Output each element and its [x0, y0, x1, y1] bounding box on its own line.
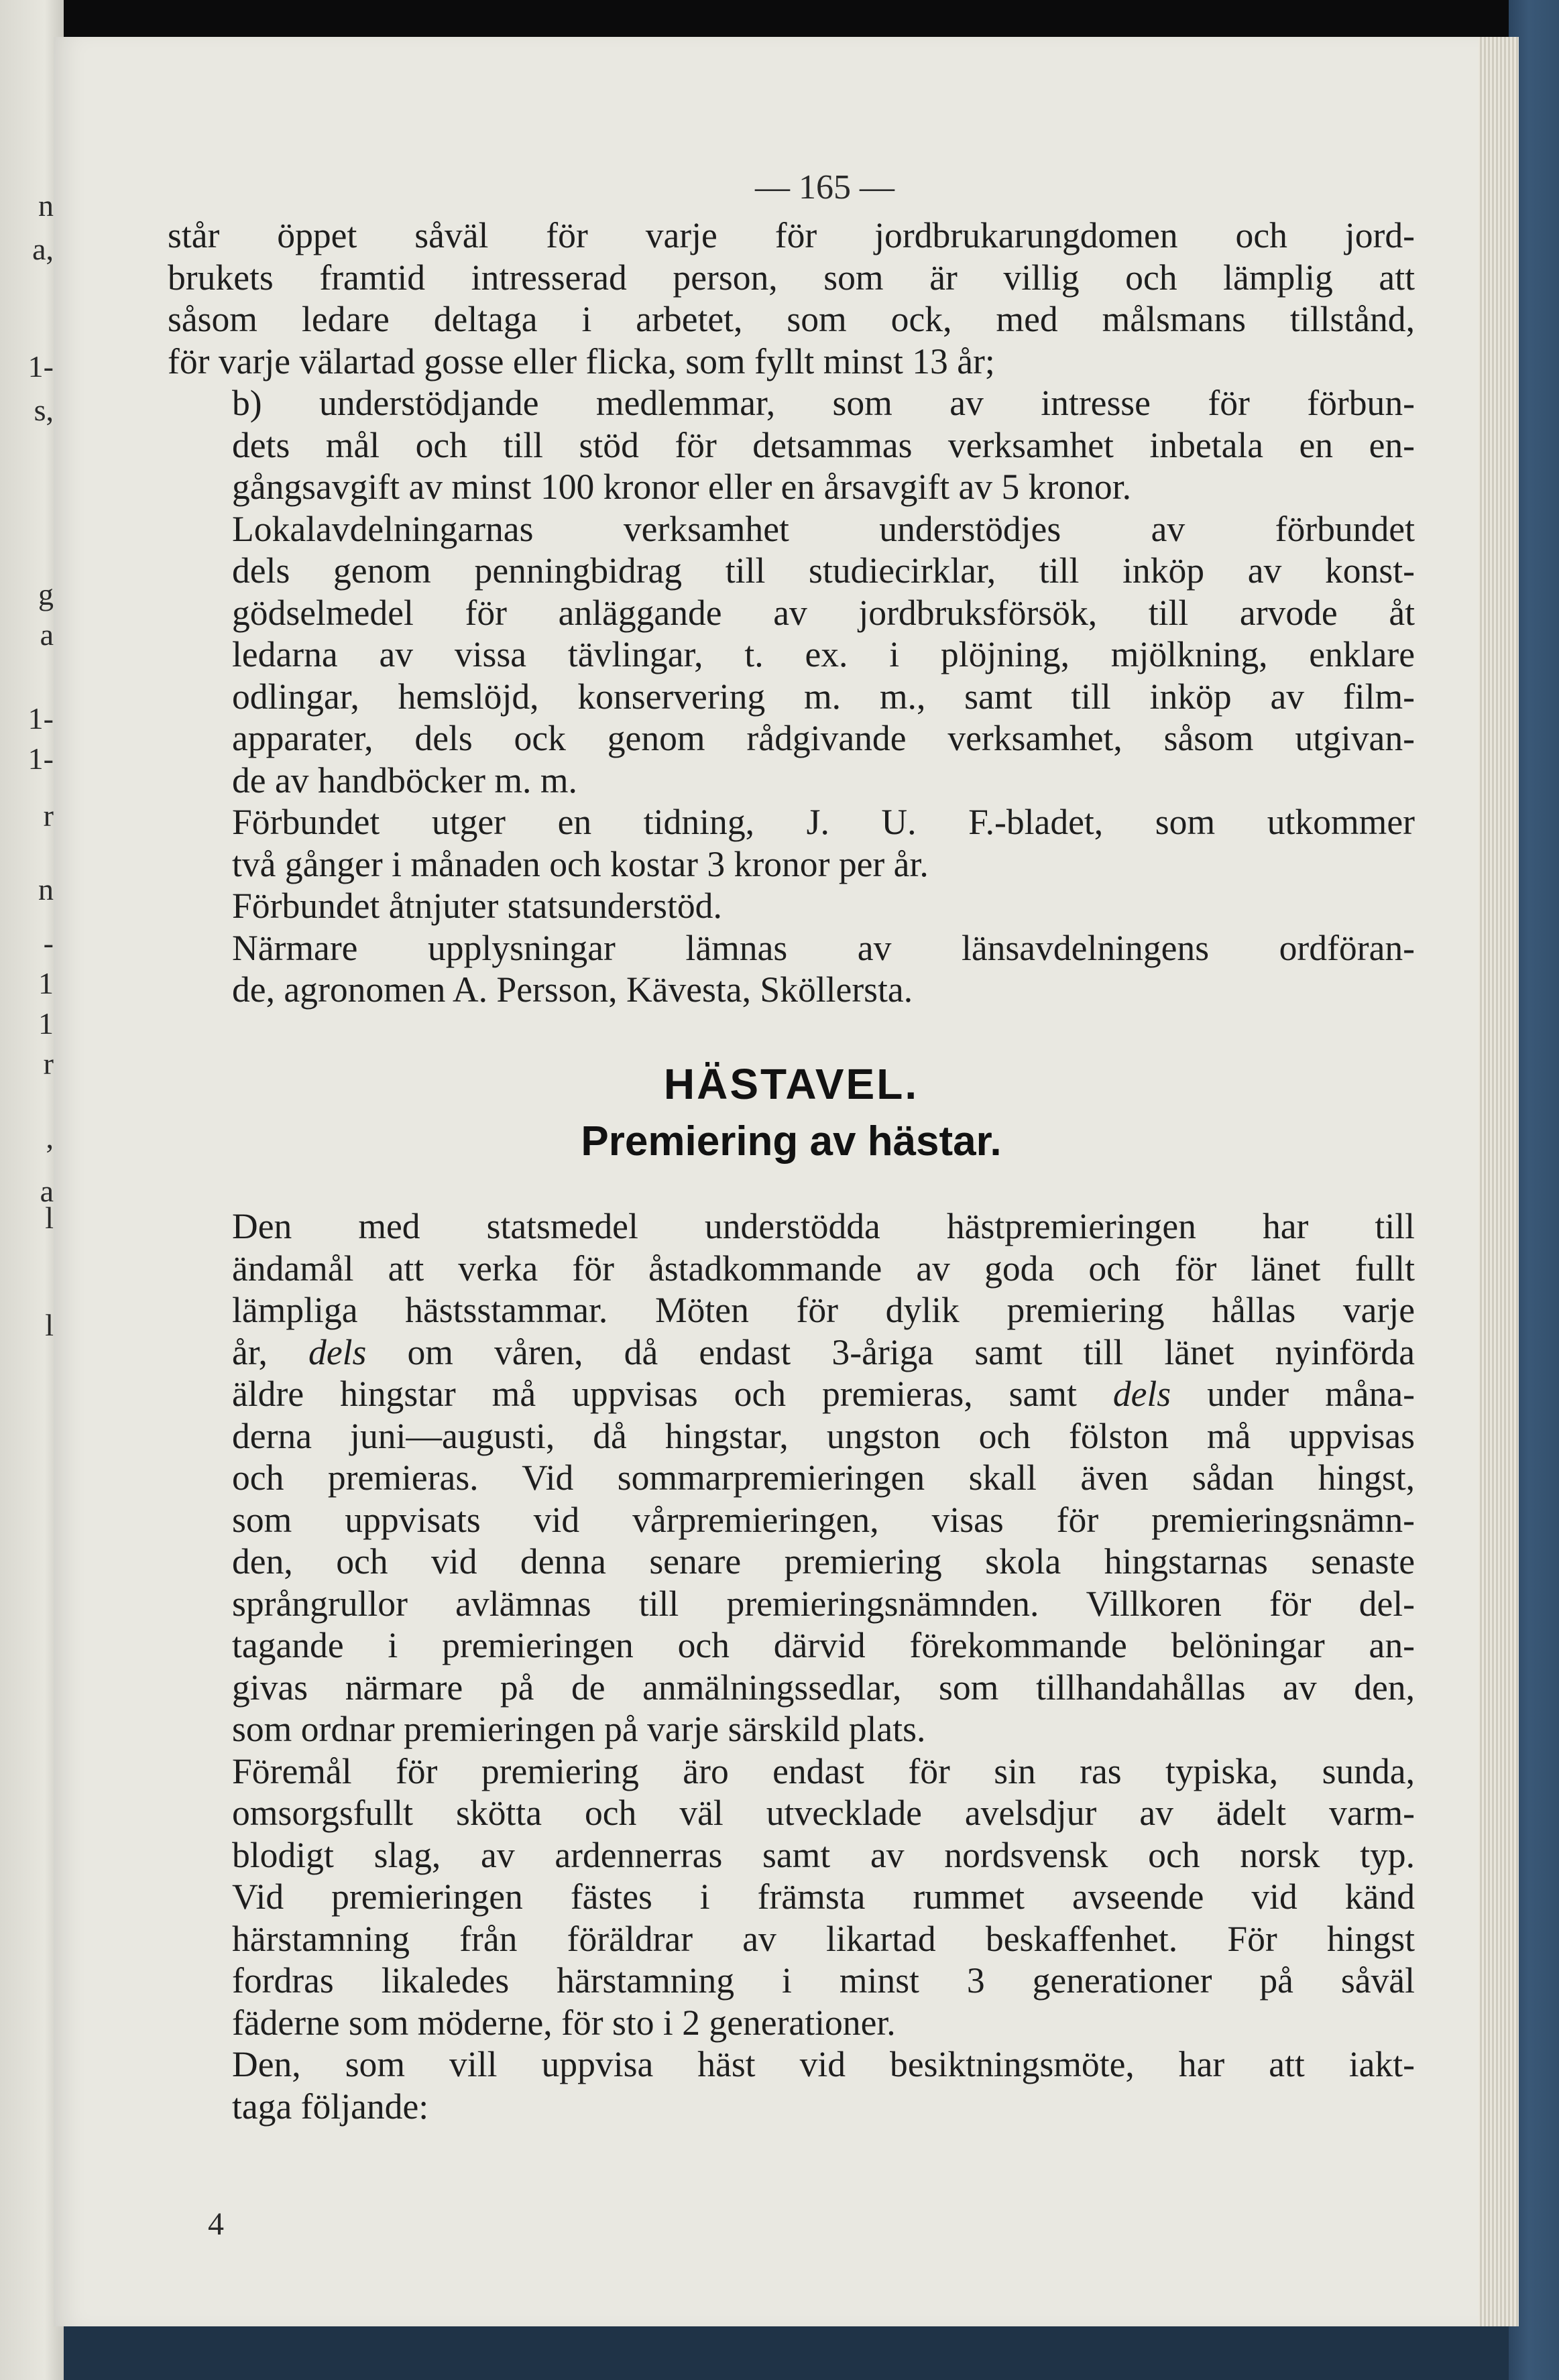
- line: de, agronomen A. Persson, Kävesta, Sköllersta.: [232, 969, 913, 1010]
- line: Närmare upplysningar lämnas av länsavdelningens ordföran-: [232, 927, 1415, 968]
- paragraph-tidning: [168, 801, 1415, 885]
- line: och premieras. Vid sommarpremieringen skall även sådan hingst,: [232, 1457, 1415, 1498]
- signature-mark: 4: [208, 2206, 224, 2242]
- facing-page-fragment: -: [43, 926, 54, 960]
- line: tagande i premieringen och därvid förekommande belöningar an-: [232, 1625, 1415, 1665]
- line: Den, som vill uppvisa häst vid besiktningsmöte, har att iakt-: [232, 2044, 1415, 2084]
- line: apparater, dels ock genom rådgivande verksamhet, såsom utgivan-: [232, 718, 1415, 758]
- line: den, och vid denna senare premiering skola hingstarnas senaste: [232, 1541, 1415, 1582]
- facing-page-fragment: r: [43, 1047, 54, 1081]
- section-subheading: Premiering av hästar.: [581, 1118, 1002, 1165]
- line: fäderne som möderne, för sto i 2 generationer.: [232, 2002, 896, 2043]
- emphasis: dels: [1112, 1374, 1171, 1414]
- line: Förbundet utger en tidning, J. U. F.-bladet, som utkommer: [232, 802, 1415, 842]
- facing-page-fragment: r: [43, 798, 54, 833]
- facing-page-fragment: 1: [38, 1006, 54, 1040]
- line: ledarna av vissa tävlingar, t. ex. i plöjning, mjölkning, enklare: [232, 634, 1415, 674]
- line: odlingar, hemslöjd, konservering m. m., samt till inköp av film-: [232, 676, 1415, 717]
- line: såsom ledare deltaga i arbetet, som ock, med målsmans tillstånd,: [168, 299, 1415, 339]
- line: omsorgsfullt skötta och väl utvecklade avelsdjur av ädelt varm-: [232, 1793, 1415, 1833]
- line: Den med statsmedel understödda hästpremieringen har till: [232, 1206, 1415, 1246]
- facing-page-fragment: l: [45, 1308, 54, 1342]
- facing-page-fragment: s,: [34, 393, 54, 427]
- page-number: — 165 —: [755, 168, 894, 206]
- facing-page-fragment: a,: [32, 232, 54, 266]
- facing-page-fragment: n: [38, 872, 54, 906]
- page: [54, 37, 1479, 2326]
- line: Vid premieringen fästes i främsta rummet avseende vid känd: [232, 1877, 1415, 1917]
- line: Lokalavdelningarnas verksamhet understödjes av förbundet: [232, 508, 1415, 549]
- paragraph-lokalavdelningar: [168, 508, 1415, 802]
- line: b) understödjande medlemmar, som av intresse för förbun-: [232, 383, 1415, 423]
- paragraph-foremal: [168, 1750, 1415, 2044]
- line: derna juni—augusti, då hingstar, ungston och fölston må uppvisas: [232, 1415, 1415, 1456]
- line: gödselmedel för anläggande av jordbruksförsök, till arvode åt: [232, 592, 1415, 633]
- line: står öppet såväl för varje för jordbrukarungdomen och jord-: [168, 215, 1415, 255]
- line: ändamål att verka för åstadkommande av goda och för länet fullt: [232, 1248, 1415, 1289]
- page-stack-edge: [1472, 37, 1519, 2326]
- line: brukets framtid intresserad person, som är villig och lämplig att: [168, 257, 1415, 298]
- line: två gånger i månaden och kostar 3 kronor per år.: [232, 843, 929, 884]
- paragraph-item-b: [168, 382, 1415, 508]
- line: språngrullor avlämnas till premieringsnämnden. Villkoren för del-: [232, 1583, 1415, 1624]
- text-block-section: [168, 1205, 1415, 2127]
- line: fordras likaledes härstamning i minst 3 generationer på såväl: [232, 1960, 1415, 2001]
- facing-page-fragment: 1-: [27, 349, 54, 383]
- emphasis: dels: [308, 1331, 367, 1372]
- facing-page-fragment: l: [45, 1201, 54, 1235]
- line: dets mål och till stöd för detsammas verksamhet inbetala en en-: [232, 424, 1415, 465]
- facing-page-fragment: 1-: [27, 701, 54, 735]
- line: dels genom penningbidrag till studiecirklar, till inköp av konst-: [232, 550, 1415, 591]
- line: som uppvisats vid vårpremieringen, visas för premieringsnämn-: [232, 1499, 1415, 1540]
- facing-page-fragment: 1-: [27, 741, 54, 776]
- paragraph-upplysningar: [168, 927, 1415, 1011]
- line: givas närmare på de anmälningssedlar, som tillhandahållas av den,: [232, 1667, 1415, 1708]
- facing-page-fragment: 1: [38, 966, 54, 1000]
- line: år, dels om våren, då endast 3-åriga samt till länet nyinförda: [232, 1331, 1415, 1372]
- line: blodigt slag, av ardennerras samt av nordsvensk och norsk typ.: [232, 1834, 1415, 1875]
- paragraph-statsunderstod: Förbundet åtnjuter statsunderstöd.: [232, 886, 722, 926]
- line: äldre hingstar må uppvisas och premieras, samt dels under måna-: [232, 1374, 1415, 1414]
- line: taga följande:: [232, 2086, 429, 2127]
- facing-page-fragment: n: [38, 188, 54, 223]
- facing-page-fragment: a: [40, 1174, 54, 1208]
- line: för varje välartad gosse eller flicka, som fyllt minst 13 år;: [168, 341, 995, 381]
- paragraph-top: [168, 215, 1415, 382]
- facing-page-fragment: a: [40, 617, 54, 652]
- paragraph-uppvisa: [168, 2043, 1415, 2127]
- line: gångsavgift av minst 100 kronor eller en årsavgift av 5 kronor.: [232, 467, 1131, 507]
- paragraph-hastpremiering: [168, 1205, 1415, 1750]
- text-block: [168, 215, 1415, 1011]
- line: som ordnar premieringen på varje särskild plats.: [232, 1709, 926, 1749]
- facing-page-fragment: ,: [46, 1120, 54, 1154]
- line: de av handböcker m. m.: [232, 760, 577, 800]
- line: Föremål för premiering äro endast för sin ras typiska, sunda,: [232, 1750, 1415, 1791]
- line: lämpliga hästsstammar. Möten för dylik premiering hållas varje: [232, 1290, 1415, 1330]
- section-heading: HÄSTAVEL.: [663, 1060, 919, 1108]
- line: härstamning från föräldrar av likartad beskaffenhet. För hingst: [232, 1918, 1415, 1959]
- facing-page-fragment: g: [38, 577, 54, 611]
